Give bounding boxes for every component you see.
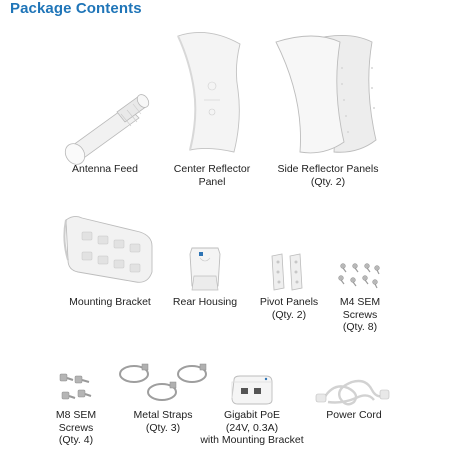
item-label: Side Reflector Panels (Qty. 2) [277,163,379,188]
page-title: Package Contents [10,0,142,17]
item-label: Rear Housing [172,296,238,308]
power-cord-icon [314,374,390,408]
antenna-feed-icon [55,88,155,168]
center-reflector-panel-icon [168,28,258,158]
item-label: M4 SEM Screws (Qty. 8) [339,296,381,333]
pivot-panels-icon [268,252,310,292]
item-label: Metal Straps (Qty. 3) [133,409,193,434]
item-label: Antenna Feed [72,163,138,175]
item-label: M8 SEM Screws (Qty. 4) [55,409,97,446]
side-reflector-panels-icon [268,28,388,158]
item-label: Pivot Panels (Qty. 2) [259,296,319,321]
gigabit-poe-icon [228,372,276,408]
item-label: Power Cord [326,409,382,421]
item-label: Center Reflector Panel [173,163,251,188]
item-label: Mounting Bracket [69,296,151,308]
rear-housing-icon [180,246,230,294]
m8-sem-screws-icon [58,372,94,406]
mounting-bracket-icon [60,210,160,292]
metal-straps-icon [116,362,214,406]
item-label: Gigabit PoE (24V, 0.3A) with Mounting Bracket [200,409,304,446]
m4-sem-screws-icon [337,262,381,292]
